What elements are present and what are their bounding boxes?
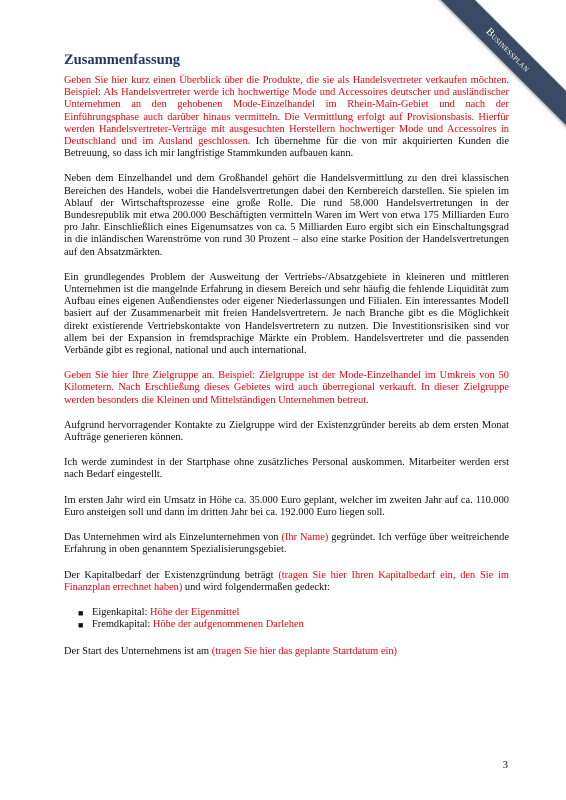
placeholder-equity: Höhe der Eigenmittel	[150, 606, 240, 618]
paragraph-market: Neben dem Einzelhandel und dem Großhandel gehört die Handelsvermittlung zu den drei klassischen Bereichen des Handels, wobei die Handelsvertretungen dabei den Kernbereich darstellen. Sie spielen im Ablauf der Wirtschaftsprozesse eine große Rolle. Die rund 58.000 Handelsvertretungen in der Bundesrepublik mit etwa 200.000 Beschäftigten vermitteln Waren im Wert von etwa 175 Milliarden Euro pro Jahr. Einschließlich eines Eigenumsatzes von ca. 5 Milliarden Euro ergibt sich ein Einschaltungsgrad in die inländischen Warenströme von rund 30 Prozent – also eine starke Position der Handelsvertretungen auf den Absatzmärkten.	[64, 173, 509, 258]
bullet-icon: ■	[78, 607, 84, 618]
placeholder-start-date: (tragen Sie hier das geplante Startdatum ein)	[211, 645, 397, 657]
page-number: 3	[502, 760, 508, 771]
paragraph-staff: Ich werde zumindest in der Startphase ohne zusätzliches Personal auskommen. Mitarbeiter werden erst nach Bedarf eingestellt.	[64, 457, 509, 481]
list-item	[78, 606, 509, 620]
founder-text-a: Das Unternehmen wird als Einzelunternehmen von	[64, 532, 282, 544]
paragraph-capital	[64, 570, 509, 594]
capital-label: Eigenkapital:	[92, 606, 150, 618]
page-content	[64, 52, 509, 671]
placeholder-name: (Ihr Name)	[281, 532, 329, 544]
paragraph-products-text: Ich übernehme für die von mir akquirierten Kunden die Betreuung, so dass ich mir langfristige Stammkunden aufbauen kann.	[64, 136, 509, 160]
founder-text-b: gegründet. Ich verfüge über weitreichende Erfahrung in oben genanntem Spezialisierungsgebiet.	[64, 532, 509, 556]
ribbon-label: Businessplan	[483, 25, 533, 75]
paragraph-founder	[64, 532, 509, 556]
list-item	[78, 619, 509, 632]
capital-label: Fremdkapital:	[92, 619, 153, 631]
capital-text-a: Der Kapitalbedarf der Existenzgründung beträgt	[64, 569, 279, 581]
placeholder-capital: (tragen Sie hier Ihren Kapitalbedarf ein, den Sie im Finanzplan errechnet haben)	[64, 569, 510, 593]
section-title: Zusammenfassung	[64, 52, 181, 68]
capital-text-b: und wird folgendermaßen gedeckt:	[182, 581, 331, 593]
placeholder-products: Geben Sie hier kurz einen Überblick über die Produkte, die sie als Handelsvertreter verkaufen möchten. Beispiel: Als Handelsvertreter werde ich hochwertige Mode und Accessoires deutscher und ausländischer Unternehmen an den gehobenen Mode-Einzelhandel im Rhein-Main-Gebiet und nach der Einführungsphase auch darüber hinaus vermitteln. Die Vermittlung erfolgt auf Provisionsbasis. Hierfür werden Handelsvertreter-Verträge mit ausgesuchten Herstellern hochwertiger Mode und Accessoires in Deutschland und im Ausland geschlossen.	[64, 75, 509, 148]
paragraph-start	[64, 646, 509, 658]
paragraph-revenue: Im ersten Jahr wird ein Umsatz in Höhe ca. 35.000 Euro geplant, welcher im zweiten Jahr auf ca. 110.000 Euro ansteigen soll und dann im dritten Jahr bei ca. 192.000 Euro liegen soll.	[64, 494, 509, 518]
placeholder-debt: Höhe der aufgenommenen Darlehen	[152, 619, 304, 631]
paragraph-problem: Ein grundlegendes Problem der Ausweitung der Vertriebs-/Absatzgebiete in kleineren und mittleren Unternehmen ist die mangelnde Erfahrung in diesem Bereich und sehr häufig die fehlende Liquidität zum Aufbau eines eigenen Außendienstes oder eigener Niederlassungen und Filialen. Ein interessantes Modell basiert auf der Zusammenarbeit mit freien Handelsvertretern. Je nach Branche gibt es die Möglichkeit direkt existierende Vertriebskontakte von Handelsvertretern zu nutzen. Die Investitionsrisiken sind vor allem bei der Expansion in fremdsprachige Märkte ein Problem. Handelsvertreter und die passenden Verbände gibt es regional, national und auch international.	[64, 271, 509, 357]
bullet-icon: ■	[78, 620, 84, 631]
capital-list	[64, 607, 509, 632]
placeholder-target-group: Geben Sie hier Ihre Zielgruppe an. Beispiel: Zielgruppe ist der Mode-Einzelhandel im Umkreis von 50 Kilometern. Nach Erschließung dieses Gebietes wird auch überregional verkauft. In dieser Zielgruppe werden besonders die Kleinen und Mittelständigen Unternehmen betreut.	[64, 370, 509, 406]
start-text: Der Start des Unternehmens ist am	[64, 645, 212, 657]
paragraph-products	[64, 75, 509, 160]
paragraph-contacts: Aufgrund hervorragender Kontakte zu Zielgruppe wird der Existenzgründer bereits ab dem ersten Monat Aufträge generieren können.	[64, 419, 509, 444]
